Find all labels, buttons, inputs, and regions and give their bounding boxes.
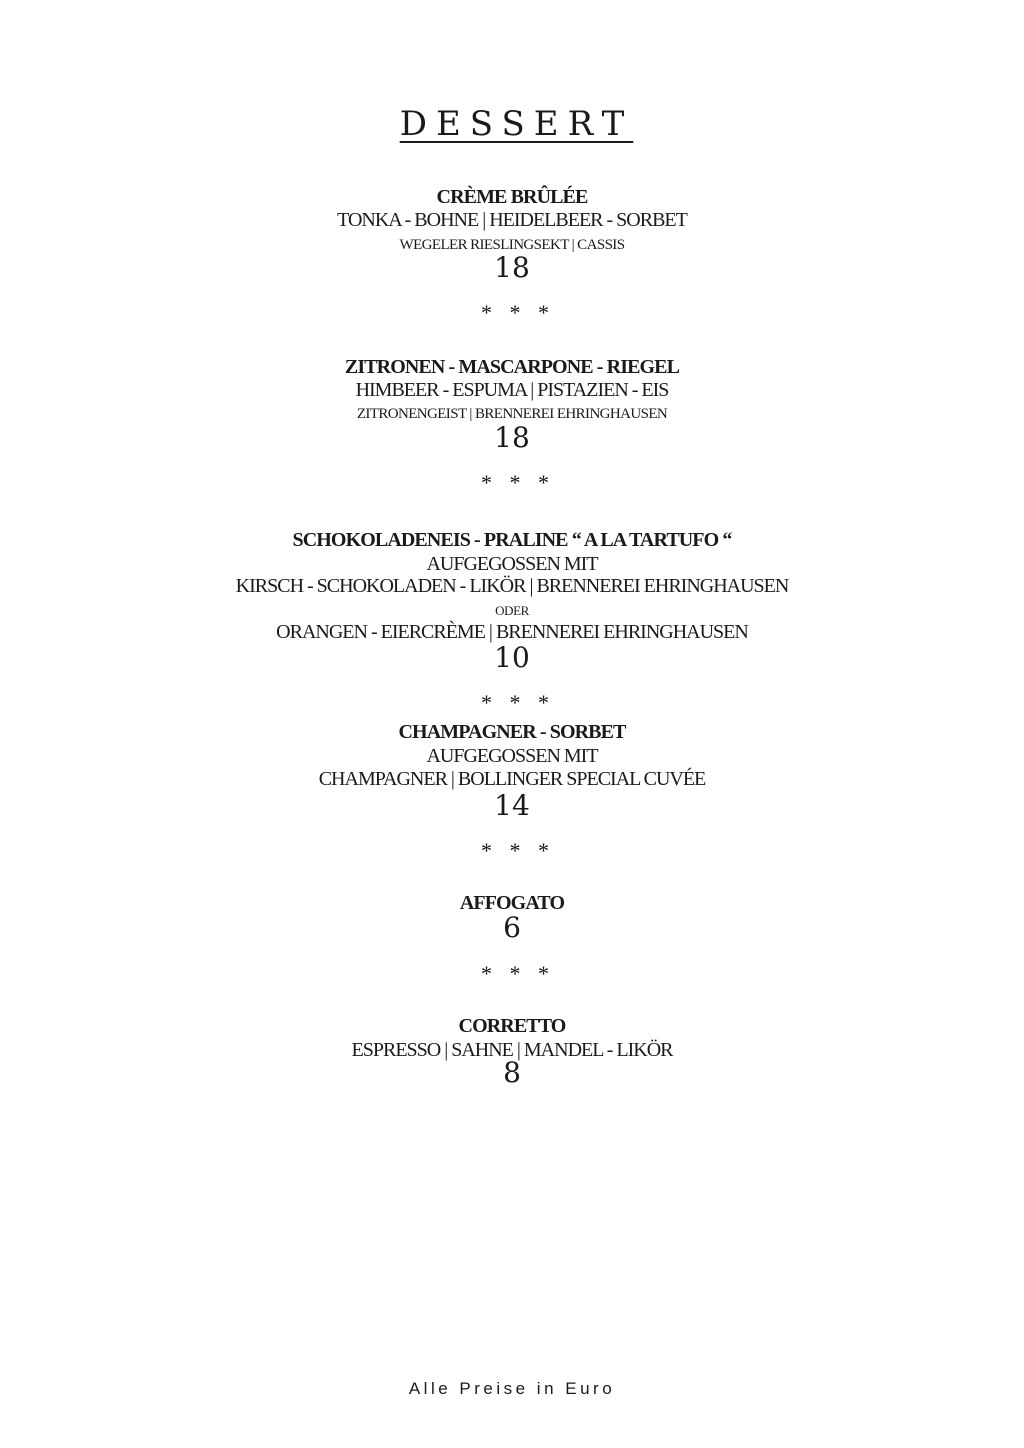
dish-price: 6 (503, 911, 521, 944)
separator: * * * (481, 838, 555, 863)
dish-description: HIMBEER - ESPUMA | PISTAZIEN - EIS (355, 379, 669, 401)
dish-description: AUFGEGOSSEN MIT (426, 553, 598, 575)
dish-name-creme-brulee: CRÈME BRÛLÉE (436, 186, 588, 208)
separator: * * * (481, 690, 555, 715)
dish-pairing: ZITRONENGEIST | BRENNEREI EHRINGHAUSEN (356, 406, 668, 422)
dish-name-affogato: AFFOGATO (459, 892, 565, 914)
dish-name-corretto: CORRETTO (458, 1015, 566, 1037)
dish-option: CHAMPAGNER | BOLLINGER SPECIAL CUVÉE (318, 768, 706, 790)
dish-name-zitronen-riegel: ZITRONEN - MASCARPONE - RIEGEL (344, 356, 680, 378)
menu-title: DESSERT (399, 104, 634, 144)
or-label: ODER (495, 603, 529, 618)
dish-description: TONKA - BOHNE | HEIDELBEER - SORBET (337, 209, 687, 231)
dish-name-champagner-sorbet: CHAMPAGNER - SORBET (398, 721, 626, 743)
dish-price: 8 (503, 1056, 521, 1089)
separator: * * * (481, 470, 555, 495)
dish-price: 18 (494, 251, 530, 284)
separator: * * * (481, 300, 555, 325)
dish-price: 14 (494, 789, 530, 822)
dish-description: ESPRESSO | SAHNE | MANDEL - LIKÖR (351, 1039, 673, 1061)
dish-pairing: WEGELER RIESLINGSEKT | CASSIS (399, 237, 625, 253)
dish-price: 18 (494, 421, 530, 454)
separator: * * * (481, 961, 555, 986)
dish-name-schokoladeneis-praline: SCHOKOLADENEIS - PRALINE “ A LA TARTUFO “ (292, 529, 732, 551)
dish-description: AUFGEGOSSEN MIT (426, 745, 598, 767)
price-note: Alle Preise in Euro (408, 1379, 616, 1398)
dish-option: ORANGEN - EIERCRÈME | BRENNEREI EHRINGHAUSEN (276, 621, 748, 643)
dish-option: KIRSCH - SCHOKOLADEN - LIKÖR | BRENNEREI EHRINGHAUSEN (235, 575, 789, 597)
dish-price: 10 (494, 641, 530, 674)
